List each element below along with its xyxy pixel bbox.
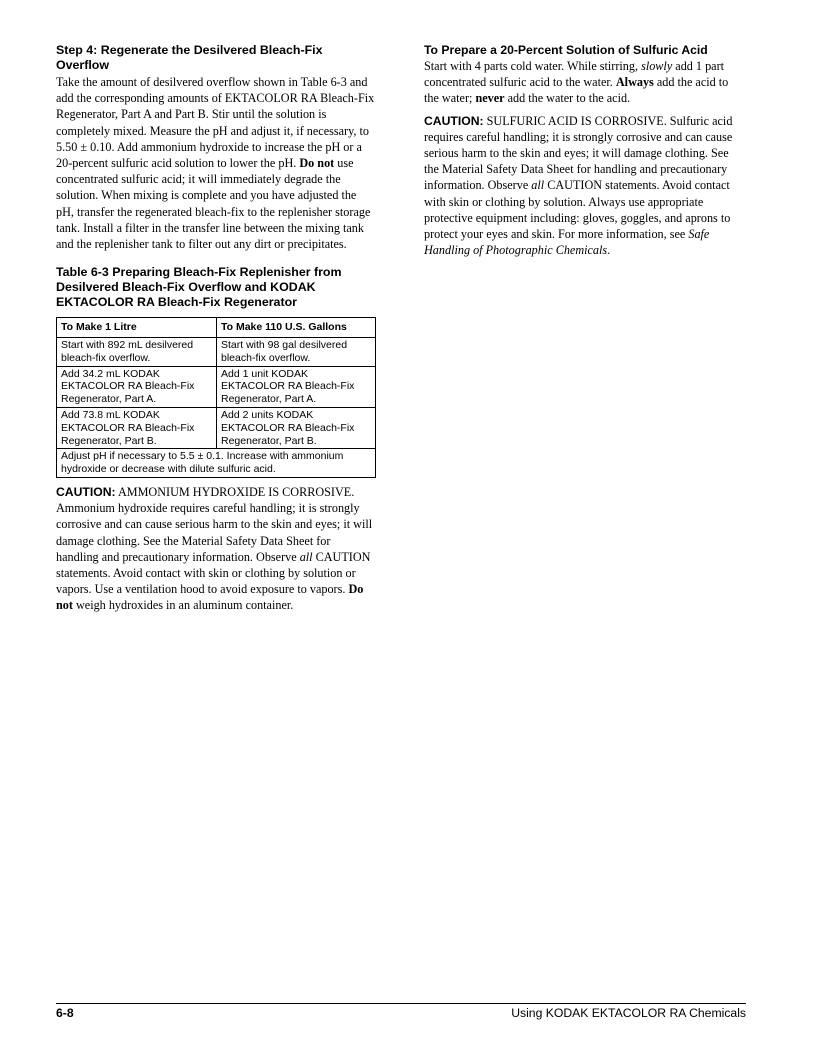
table-row <box>57 338 376 367</box>
sulfuric-heading: To Prepare a 20-Percent Solution of Sulfuric Acid <box>424 43 708 57</box>
right-column <box>424 43 746 258</box>
table-cell: Add 1 unit KODAK EKTACOLOR RA Bleach-Fix Regenerator, Part A. <box>217 366 376 407</box>
table-footnote: Adjust pH if necessary to 5.5 ± 0.1. Increase with ammonium hydroxide or decrease with dilute sulfuric acid. <box>57 449 376 478</box>
table-cell: Add 73.8 mL KODAK EKTACOLOR RA Bleach-Fix Regenerator, Part B. <box>57 408 217 449</box>
running-title: Using KODAK EKTACOLOR RA Chemicals <box>511 1006 746 1020</box>
table-header-row <box>57 318 376 338</box>
page-number: 6-8 <box>56 1006 74 1020</box>
table-footnote-row <box>57 449 376 478</box>
caution-label: CAUTION: <box>56 485 116 499</box>
table-header-cell: To Make 110 U.S. Gallons <box>217 318 376 338</box>
table-cell: Add 2 units KODAK EKTACOLOR RA Bleach-Fix Regenerator, Part B. <box>217 408 376 449</box>
step-paragraph: Take the amount of desilvered overflow shown in Table 6-3 and add the corresponding amounts of EKTACOLOR RA Bleach-Fix Regenerator, Part A and Part B. Stir until the solution is completely mixed. Measure the pH and adjust it, if necessary, to 5.50 ± 0.10. Add ammonium hydroxide to increase the pH or a 20-percent sulfuric acid solution to lower the pH. Do not use concentrated sulfuric acid; it will immediately degrade the solution. When mixing is complete and you have adjusted the pH, transfer the regenerated bleach-fix to the replenisher storage tank. Install a filter in the transfer line between the mixing tank and the replenisher tank to filter out any dirt or precipitates. <box>56 75 375 252</box>
table-row <box>57 408 376 449</box>
sulfuric-caution: CAUTION: SULFURIC ACID IS CORROSIVE. Sulfuric acid requires careful handling; it is strongly corrosive and can cause serious harm to the skin and eyes; it will damage clothing. See the Material Safety Data Sheet for handling and precautionary information. Observe all CAUTION statements. Avoid contact with skin or clothing by solution. Always use appropriate protective equipment including: gloves, goggles, and aprons to protect your eyes and skin. For more information, see Safe Handling of Photographic Chemicals. <box>424 113 733 258</box>
caution-label: CAUTION: <box>424 113 484 128</box>
ammonium-caution: CAUTION: AMMONIUM HYDROXIDE IS CORROSIVE. Ammonium hydroxide requires careful handling; it is strongly corrosive and can cause serious harm to the skin and eyes; it will damage clothing. See the Material Safety Data Sheet for handling and precautionary information. Observe all CAUTION statements. Avoid contact with skin or clothing by solution or vapors. Use a ventilation hood to avoid exposure to vapors. Do not weigh hydroxides in an aluminum container. <box>56 485 373 613</box>
table-cell: Start with 892 mL desilvered bleach-fix overflow. <box>57 338 217 367</box>
table-cell: Add 34.2 mL KODAK EKTACOLOR RA Bleach-Fix Regenerator, Part A. <box>57 366 217 407</box>
footer-rule <box>56 1003 746 1004</box>
table-6-3 <box>56 317 376 478</box>
table-title: Table 6-3 Preparing Bleach-Fix Replenisher from Desilvered Bleach-Fix Overflow and KODAK EKTACOLOR RA Bleach-Fix Regenerator <box>56 265 342 310</box>
table-row <box>57 366 376 407</box>
sulfuric-instructions: Start with 4 parts cold water. While stirring, slowly add 1 part concentrated sulfuric acid to the water. Always add the acid to the water; never add the water to the acid. <box>424 59 729 106</box>
left-column <box>56 43 376 614</box>
table-header-cell: To Make 1 Litre <box>57 318 217 338</box>
table-cell: Start with 98 gal desilvered bleach-fix overflow. <box>217 338 376 367</box>
step-heading: Step 4: Regenerate the Desilvered Bleach-Fix Overflow <box>56 43 323 72</box>
